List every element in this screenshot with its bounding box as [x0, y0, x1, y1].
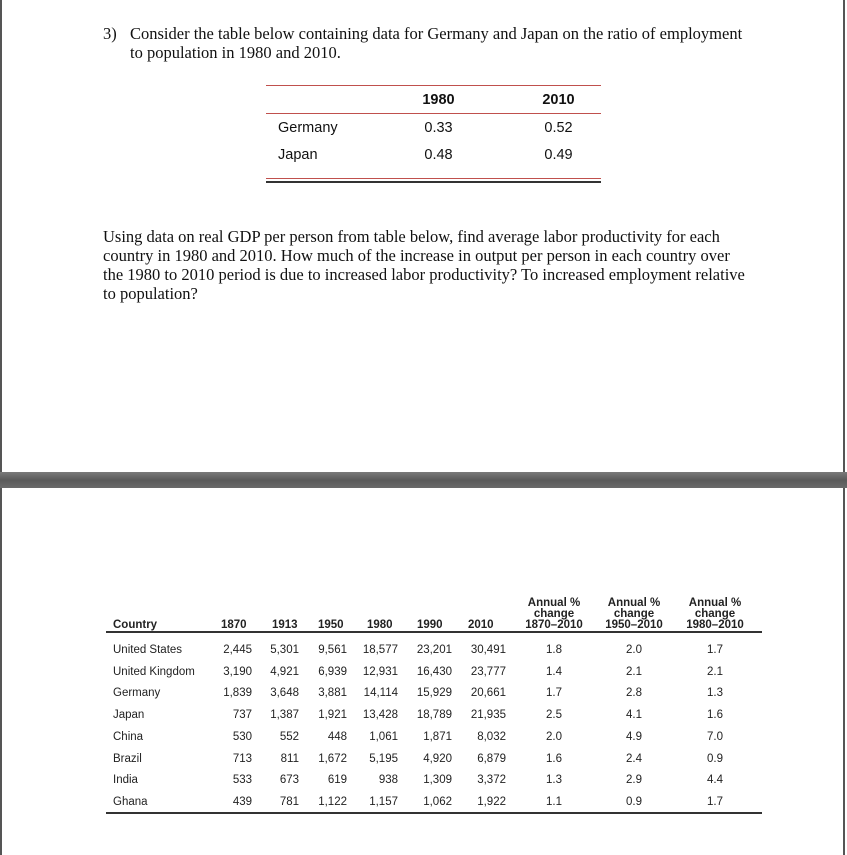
- annual-change-cell: 1.3: [546, 774, 562, 787]
- gdp-value-cell: 1,672: [318, 752, 347, 765]
- gdp-value-cell: 439: [232, 795, 252, 808]
- annual-change-cell: 2.1: [707, 665, 723, 678]
- header-country: Country: [113, 619, 158, 631]
- annual-change-cell: 2.1: [626, 665, 642, 678]
- gdp-value-cell: 3,190: [223, 665, 252, 678]
- gdp-value-cell: 9,561: [318, 644, 347, 656]
- header-cell: 1980: [422, 92, 455, 108]
- gdp-value-cell: 938: [378, 774, 398, 787]
- table-row: [106, 709, 762, 727]
- change-label: change: [613, 608, 655, 620]
- gdp-value-cell: 811: [280, 752, 299, 765]
- header-annual-change: [670, 598, 760, 631]
- gdp-value-cell: 4,920: [423, 752, 452, 765]
- gdp-value-cell: 6,879: [477, 752, 506, 765]
- annual-change-cell: 7.0: [707, 730, 723, 743]
- gdp-value-cell: 533: [232, 774, 252, 787]
- annual-change-cell: 1.6: [546, 752, 562, 765]
- gdp-value-cell: 1,157: [369, 795, 398, 808]
- header-year: 1913: [272, 619, 298, 631]
- table-row: [266, 114, 601, 141]
- gdp-value-cell: 781: [279, 795, 299, 808]
- header-annual-change: [589, 598, 679, 631]
- gdp-value-cell: 3,881: [318, 687, 347, 700]
- prompt-line: to population?: [103, 284, 198, 303]
- country-name: Brazil: [113, 752, 142, 765]
- annual-change-cell: 2.0: [626, 644, 642, 656]
- period-label: 1980–2010: [686, 619, 744, 631]
- annual-change-cell: 4.1: [626, 709, 642, 722]
- gdp-value-cell: 21,935: [470, 709, 506, 722]
- header-year: 1950: [318, 619, 344, 631]
- period-label: 1870–2010: [525, 619, 583, 631]
- annual-change-cell: 2.9: [626, 774, 642, 787]
- change-label: change: [533, 608, 575, 620]
- table-row: [266, 141, 601, 168]
- annual-label: Annual %: [688, 597, 742, 609]
- question-intro: [130, 24, 790, 62]
- gdp-value-cell: 23,777: [470, 665, 506, 678]
- gdp-value-cell: 552: [279, 730, 299, 743]
- annual-change-cell: 2.0: [546, 730, 562, 743]
- table-bottom-rule: [106, 812, 762, 814]
- header-year: 1990: [417, 619, 443, 631]
- gdp-value-cell: 16,430: [416, 665, 452, 678]
- prompt-line: Using data on real GDP per person from table below, find average labor productivity for each: [103, 227, 720, 246]
- table-row: [106, 774, 762, 792]
- annual-change-cell: 1.3: [707, 687, 723, 700]
- gdp-value-cell: 673: [279, 774, 299, 787]
- gdp-value-cell: 12,931: [362, 665, 398, 678]
- country-name: India: [113, 774, 138, 787]
- header-cell: 2010: [542, 92, 575, 108]
- gdp-value-cell: 619: [327, 774, 347, 787]
- prompt-line: the 1980 to 2010 period is due to increased labor productivity? To increased employment relative: [103, 265, 745, 284]
- cell: 0.48: [424, 147, 453, 163]
- country-name: United States: [113, 644, 183, 656]
- cell: 0.49: [544, 147, 573, 163]
- table-row: [106, 644, 762, 662]
- intro-line: to population in 1980 and 2010.: [130, 43, 341, 62]
- table-header-rule: [106, 631, 762, 633]
- prompt-line: country in 1980 and 2010. How much of the increase in output per person in each country over: [103, 246, 730, 265]
- annual-change-cell: 1.1: [546, 795, 562, 808]
- country-name: Germany: [113, 687, 161, 700]
- gdp-value-cell: 18,577: [362, 644, 398, 656]
- cell: 0.52: [544, 120, 573, 136]
- employment-ratio-table: [266, 85, 601, 183]
- annual-change-cell: 2.5: [546, 709, 562, 722]
- gdp-value-cell: 448: [327, 730, 347, 743]
- gdp-value-cell: 5,301: [270, 644, 299, 656]
- cell: 0.33: [424, 120, 453, 136]
- intro-line: Consider the table below containing data for Germany and Japan on the ratio of employment: [130, 24, 743, 43]
- table-bottom-rule-dark: [266, 181, 601, 183]
- annual-change-cell: 1.8: [546, 644, 562, 656]
- annual-label: Annual %: [607, 597, 661, 609]
- gdp-value-cell: 713: [232, 752, 252, 765]
- question-prompt: [103, 227, 783, 303]
- gdp-value-cell: 23,201: [416, 644, 452, 656]
- annual-change-cell: 1.4: [546, 665, 562, 678]
- annual-change-cell: 1.7: [546, 687, 562, 700]
- country-name: United Kingdom: [113, 665, 195, 678]
- header-annual-change: [509, 598, 599, 631]
- gdp-value-cell: 20,661: [470, 687, 506, 700]
- period-label: 1950–2010: [605, 619, 663, 631]
- row-label: Japan: [278, 147, 318, 163]
- page-lower: [0, 488, 845, 855]
- gdp-value-cell: 3,372: [477, 774, 506, 787]
- gdp-value-cell: 1,839: [223, 687, 252, 700]
- gdp-value-cell: 1,922: [477, 795, 506, 808]
- gdp-value-cell: 13,428: [362, 709, 398, 722]
- gdp-value-cell: 5,195: [369, 752, 398, 765]
- header-year: 2010: [468, 619, 494, 631]
- question-number: 3): [103, 24, 117, 43]
- gdp-value-cell: 3,648: [270, 687, 299, 700]
- annual-change-cell: 4.9: [626, 730, 642, 743]
- country-name: Ghana: [113, 795, 148, 808]
- gdp-value-cell: 8,032: [477, 730, 506, 743]
- header-year: 1870: [221, 619, 247, 631]
- annual-change-cell: 1.6: [707, 709, 723, 722]
- gdp-value-cell: 1,387: [270, 709, 299, 722]
- page-separator: [0, 472, 847, 488]
- country-name: Japan: [113, 709, 145, 722]
- table-row: [106, 687, 762, 705]
- table-row: [106, 753, 762, 771]
- annual-change-cell: 2.8: [626, 687, 642, 700]
- gdp-value-cell: 14,114: [363, 687, 398, 700]
- gdp-value-cell: 30,491: [470, 644, 506, 656]
- annual-change-cell: 4.4: [707, 774, 723, 787]
- gdp-value-cell: 1,871: [423, 730, 452, 743]
- gdp-value-cell: 18,789: [416, 709, 452, 722]
- row-label: Germany: [278, 120, 338, 136]
- change-label: change: [694, 608, 736, 620]
- annual-change-cell: 1.7: [707, 644, 723, 656]
- annual-change-cell: 2.4: [626, 752, 642, 765]
- gdp-value-cell: 1,061: [369, 730, 398, 743]
- gdp-value-cell: 4,921: [270, 665, 299, 678]
- table-header-row: [106, 588, 762, 632]
- gdp-value-cell: 1,921: [318, 709, 347, 722]
- table-header-row: [266, 86, 601, 113]
- gdp-value-cell: 15,929: [416, 687, 452, 700]
- annual-change-cell: 0.9: [626, 795, 642, 808]
- gdp-value-cell: 1,309: [423, 774, 452, 787]
- annual-change-cell: 0.9: [707, 752, 723, 765]
- gdp-value-cell: 1,122: [318, 795, 347, 808]
- table-row: [106, 666, 762, 684]
- gdp-value-cell: 737: [232, 709, 252, 722]
- annual-change-cell: 1.7: [707, 795, 723, 808]
- table-row: [106, 731, 762, 749]
- gdp-value-cell: 530: [232, 730, 252, 743]
- header-year: 1980: [367, 619, 393, 631]
- annual-label: Annual %: [527, 597, 581, 609]
- gdp-value-cell: 1,062: [423, 795, 452, 808]
- gdp-value-cell: 6,939: [318, 665, 347, 678]
- country-name: China: [113, 730, 144, 743]
- gdp-value-cell: 2,445: [223, 644, 252, 656]
